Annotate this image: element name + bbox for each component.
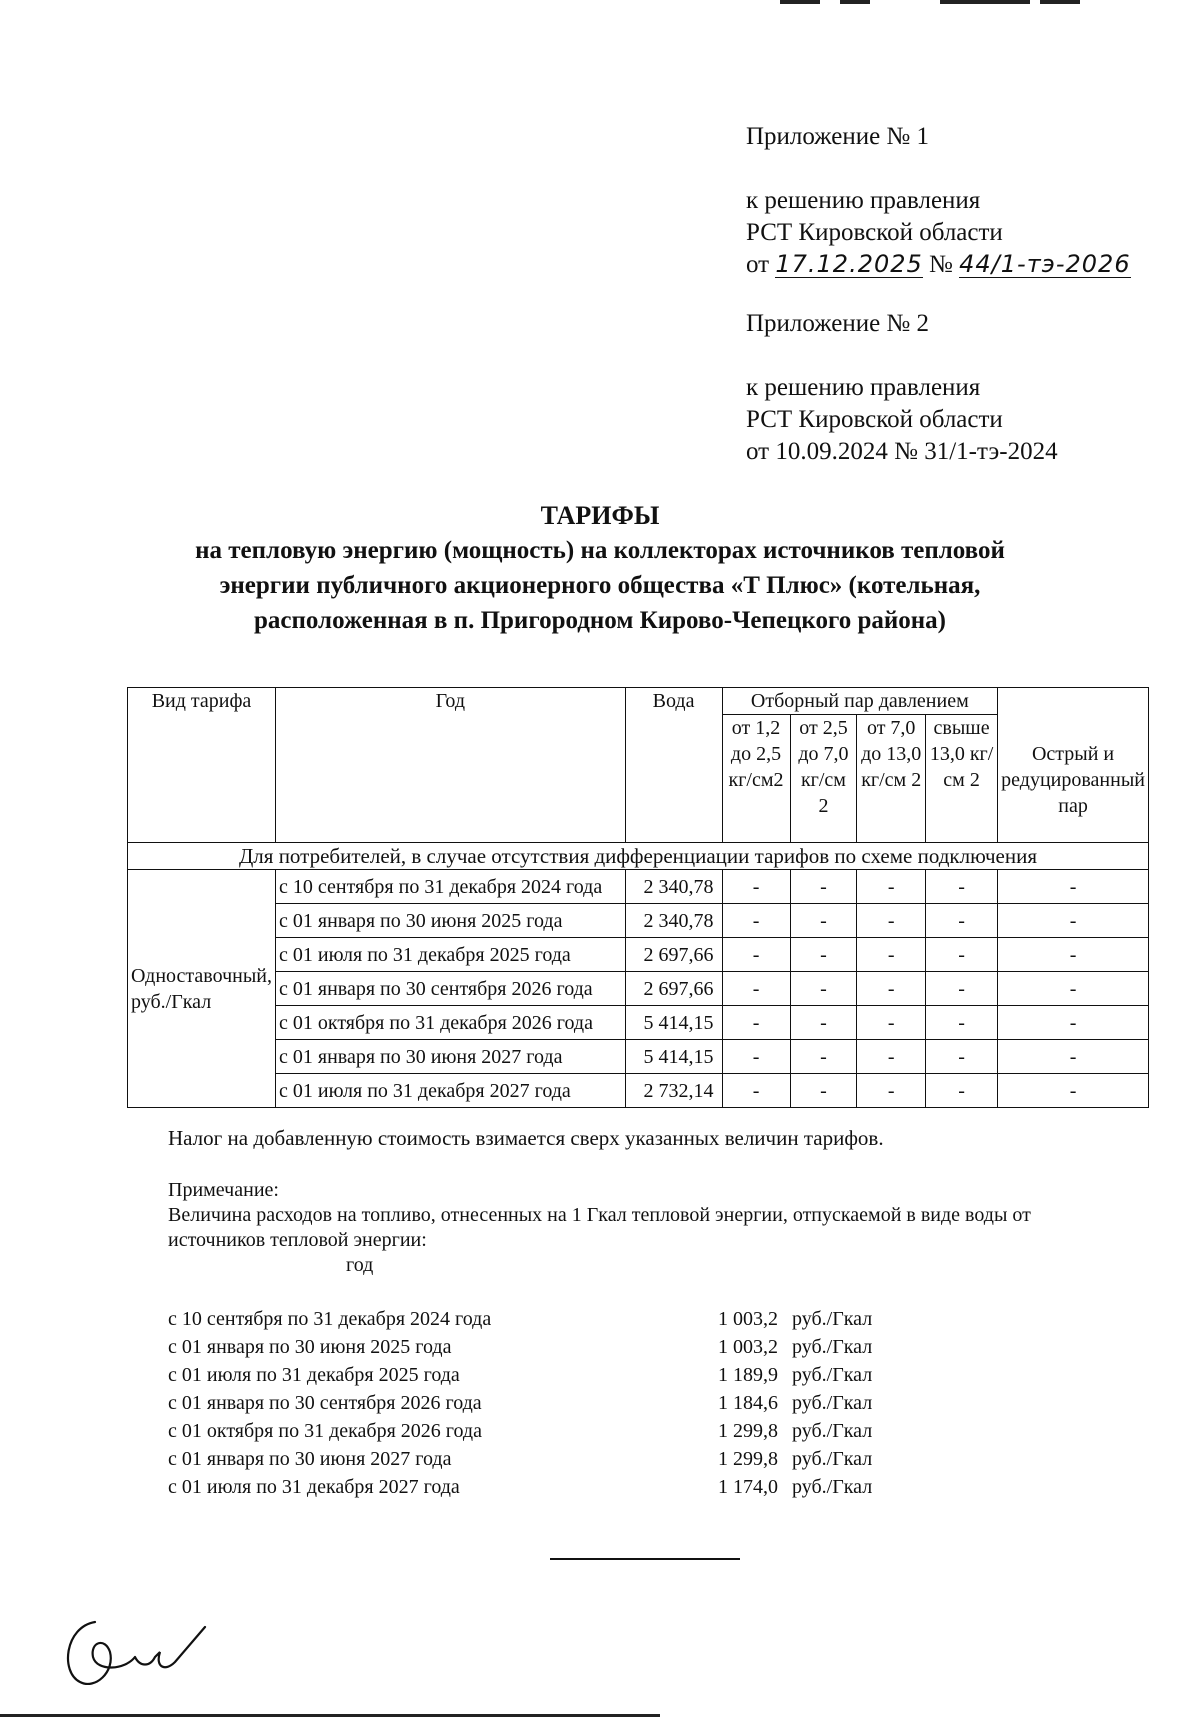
water-tariff-cell: 2 697,66 bbox=[625, 972, 722, 1006]
steam-tariff-cell: - bbox=[925, 870, 997, 904]
steam-tariff-cell: - bbox=[998, 972, 1149, 1006]
fuel-unit: руб./Гкал bbox=[792, 1392, 873, 1414]
steam-tariff-cell: - bbox=[998, 1040, 1149, 1074]
steam-tariff-cell: - bbox=[925, 972, 997, 1006]
steam-tariff-cell: - bbox=[857, 972, 926, 1006]
header-pressure-3: от 7,0 до 13,0 кг/см 2 bbox=[857, 715, 926, 843]
fuel-value: 1 299,8 bbox=[718, 1448, 778, 1470]
note-block bbox=[168, 1178, 1128, 1278]
fuel-value: 1 003,2 bbox=[718, 1336, 778, 1358]
period-cell: с 10 сентября по 31 декабря 2024 года bbox=[276, 870, 626, 904]
appendix-1-date-line bbox=[746, 249, 1131, 281]
fuel-cost-list bbox=[168, 1305, 872, 1501]
appendix-2-line2: РСТ Кировской области bbox=[746, 406, 1003, 433]
appendix-2-title: Приложение № 2 bbox=[746, 310, 930, 337]
water-tariff-cell: 2 340,78 bbox=[625, 870, 722, 904]
fuel-unit: руб./Гкал bbox=[792, 1364, 873, 1386]
tariff-type-cell: Одноставочный, руб./Гкал bbox=[128, 870, 276, 1108]
header-tariff-type: Вид тарифа bbox=[128, 688, 276, 843]
appendix-2-line3: от 10.09.2024 № 31/1-тэ-2024 bbox=[746, 438, 1058, 465]
period-cell: с 01 января по 30 сентября 2026 года bbox=[276, 972, 626, 1006]
fuel-unit: руб./Гкал bbox=[792, 1420, 873, 1442]
fuel-value: 1 184,6 bbox=[718, 1392, 778, 1414]
period-cell: с 01 января по 30 июня 2025 года bbox=[276, 904, 626, 938]
steam-tariff-cell: - bbox=[998, 938, 1149, 972]
water-tariff-cell: 5 414,15 bbox=[625, 1040, 722, 1074]
fuel-period: с 01 октября по 31 декабря 2026 года bbox=[168, 1420, 482, 1442]
fuel-period: с 10 сентября по 31 декабря 2024 года bbox=[168, 1308, 492, 1330]
steam-tariff-cell: - bbox=[857, 1040, 926, 1074]
steam-tariff-cell: - bbox=[722, 938, 790, 972]
period-cell: с 01 июля по 31 декабря 2027 года bbox=[276, 1074, 626, 1108]
fuel-row bbox=[168, 1361, 872, 1389]
steam-tariff-cell: - bbox=[722, 972, 790, 1006]
table-row bbox=[128, 1074, 1149, 1108]
steam-tariff-cell: - bbox=[925, 1006, 997, 1040]
steam-tariff-cell: - bbox=[857, 1074, 926, 1108]
fuel-row bbox=[168, 1473, 872, 1501]
water-tariff-cell: 5 414,15 bbox=[625, 1006, 722, 1040]
steam-tariff-cell: - bbox=[722, 1074, 790, 1108]
steam-tariff-cell: - bbox=[998, 1074, 1149, 1108]
period-cell: с 01 июля по 31 декабря 2025 года bbox=[276, 938, 626, 972]
steam-tariff-cell: - bbox=[790, 1074, 857, 1108]
steam-tariff-cell: - bbox=[790, 938, 857, 972]
table-row bbox=[128, 904, 1149, 938]
header-year: Год bbox=[276, 688, 626, 843]
steam-tariff-cell: - bbox=[722, 1006, 790, 1040]
scan-bottom-edge bbox=[0, 1714, 660, 1717]
fuel-unit: руб./Гкал bbox=[792, 1448, 873, 1470]
fuel-row bbox=[168, 1389, 872, 1417]
fuel-row bbox=[168, 1333, 872, 1361]
heading-main: ТАРИФЫ bbox=[540, 501, 660, 530]
fuel-row bbox=[168, 1445, 872, 1473]
steam-tariff-cell: - bbox=[857, 1006, 926, 1040]
steam-tariff-cell: - bbox=[925, 938, 997, 972]
header-pressure-1: от 1,2 до 2,5 кг/см2 bbox=[722, 715, 790, 843]
end-rule bbox=[550, 1558, 740, 1560]
table-row bbox=[128, 1040, 1149, 1074]
consumer-group-row: Для потребителей, в случае отсутствия дифференциации тарифов по схеме подключения bbox=[128, 843, 1149, 870]
period-cell: с 01 января по 30 июня 2027 года bbox=[276, 1040, 626, 1074]
table-row bbox=[128, 972, 1149, 1006]
appendix-1-title: Приложение № 1 bbox=[746, 123, 930, 150]
header-pressure-2: от 2,5 до 7,0 кг/см 2 bbox=[790, 715, 857, 843]
note-year-header: год bbox=[346, 1254, 374, 1276]
fuel-unit: руб./Гкал bbox=[792, 1476, 873, 1498]
heading-line2: энергии публичного акционерного общества «Т Плюс» (котельная, bbox=[219, 572, 981, 599]
note-label: Примечание: bbox=[168, 1179, 279, 1201]
fuel-value: 1 189,9 bbox=[718, 1364, 778, 1386]
header-water: Вода bbox=[625, 688, 722, 843]
water-tariff-cell: 2 697,66 bbox=[625, 938, 722, 972]
heading-line3: расположенная в п. Пригородном Кирово-Чепецкого района) bbox=[253, 607, 947, 634]
steam-tariff-cell: - bbox=[790, 904, 857, 938]
table-row bbox=[128, 938, 1149, 972]
water-tariff-cell: 2 340,78 bbox=[625, 904, 722, 938]
fuel-period: с 01 июля по 31 декабря 2027 года bbox=[168, 1476, 460, 1498]
fuel-period: с 01 января по 30 сентября 2026 года bbox=[168, 1392, 482, 1414]
scan-artifact bbox=[760, 0, 1100, 6]
fuel-row bbox=[168, 1305, 872, 1333]
steam-tariff-cell: - bbox=[790, 1040, 857, 1074]
steam-tariff-cell: - bbox=[722, 870, 790, 904]
appendix-1-line1: к решению правления bbox=[746, 187, 981, 214]
appendix-1-date: 17.12.2025 bbox=[775, 250, 923, 278]
fuel-value: 1 299,8 bbox=[718, 1420, 778, 1442]
steam-tariff-cell: - bbox=[925, 904, 997, 938]
steam-tariff-cell: - bbox=[790, 1006, 857, 1040]
appendix-1-line2: РСТ Кировской области bbox=[746, 219, 1003, 246]
signature-mark bbox=[55, 1612, 225, 1692]
note-text: Величина расходов на топливо, отнесенных на 1 Гкал тепловой энергии, отпускаемой в виде воды от источников тепловой энергии: bbox=[168, 1204, 1031, 1251]
steam-tariff-cell: - bbox=[790, 972, 857, 1006]
fuel-period: с 01 января по 30 июня 2025 года bbox=[168, 1336, 452, 1358]
appendix-2-line1: к решению правления bbox=[746, 374, 981, 401]
appendix-1-block bbox=[746, 121, 1131, 281]
steam-tariff-cell: - bbox=[998, 1006, 1149, 1040]
document-heading bbox=[150, 498, 1050, 638]
fuel-period: с 01 января по 30 июня 2027 года bbox=[168, 1448, 452, 1470]
table-row bbox=[128, 870, 1149, 904]
appendix-2-block bbox=[746, 308, 1058, 468]
steam-tariff-cell: - bbox=[790, 870, 857, 904]
steam-tariff-cell: - bbox=[998, 904, 1149, 938]
table-row bbox=[128, 1006, 1149, 1040]
steam-tariff-cell: - bbox=[857, 904, 926, 938]
header-steam: Отборный пар давлением bbox=[722, 688, 998, 715]
steam-tariff-cell: - bbox=[857, 870, 926, 904]
steam-tariff-cell: - bbox=[998, 870, 1149, 904]
fuel-row bbox=[168, 1417, 872, 1445]
fuel-value: 1 003,2 bbox=[718, 1308, 778, 1330]
steam-tariff-cell: - bbox=[857, 938, 926, 972]
fuel-period: с 01 июля по 31 декабря 2025 года bbox=[168, 1364, 460, 1386]
period-cell: с 01 октября по 31 декабря 2026 года bbox=[276, 1006, 626, 1040]
appendix-1-number: 44/1-тэ-2026 bbox=[959, 250, 1131, 278]
header-pressure-4: свыше 13,0 кг/см 2 bbox=[925, 715, 997, 843]
heading-line1: на тепловую энергию (мощность) на коллекторах источников тепловой bbox=[195, 537, 1005, 564]
water-tariff-cell: 2 732,14 bbox=[625, 1074, 722, 1108]
fuel-unit: руб./Гкал bbox=[792, 1308, 873, 1330]
steam-tariff-cell: - bbox=[925, 1040, 997, 1074]
steam-tariff-cell: - bbox=[925, 1074, 997, 1108]
fuel-unit: руб./Гкал bbox=[792, 1336, 873, 1358]
steam-tariff-cell: - bbox=[722, 1040, 790, 1074]
fuel-value: 1 174,0 bbox=[718, 1476, 778, 1498]
appendix-1-num-sign: № bbox=[929, 251, 953, 278]
vat-note: Налог на добавленную стоимость взимается сверх указанных величин тарифов. bbox=[168, 1126, 884, 1150]
header-sharp-steam: Острый и редуцированный пар bbox=[998, 688, 1149, 843]
tariff-table bbox=[127, 687, 1149, 1108]
steam-tariff-cell: - bbox=[722, 904, 790, 938]
appendix-1-from: от bbox=[746, 251, 770, 278]
